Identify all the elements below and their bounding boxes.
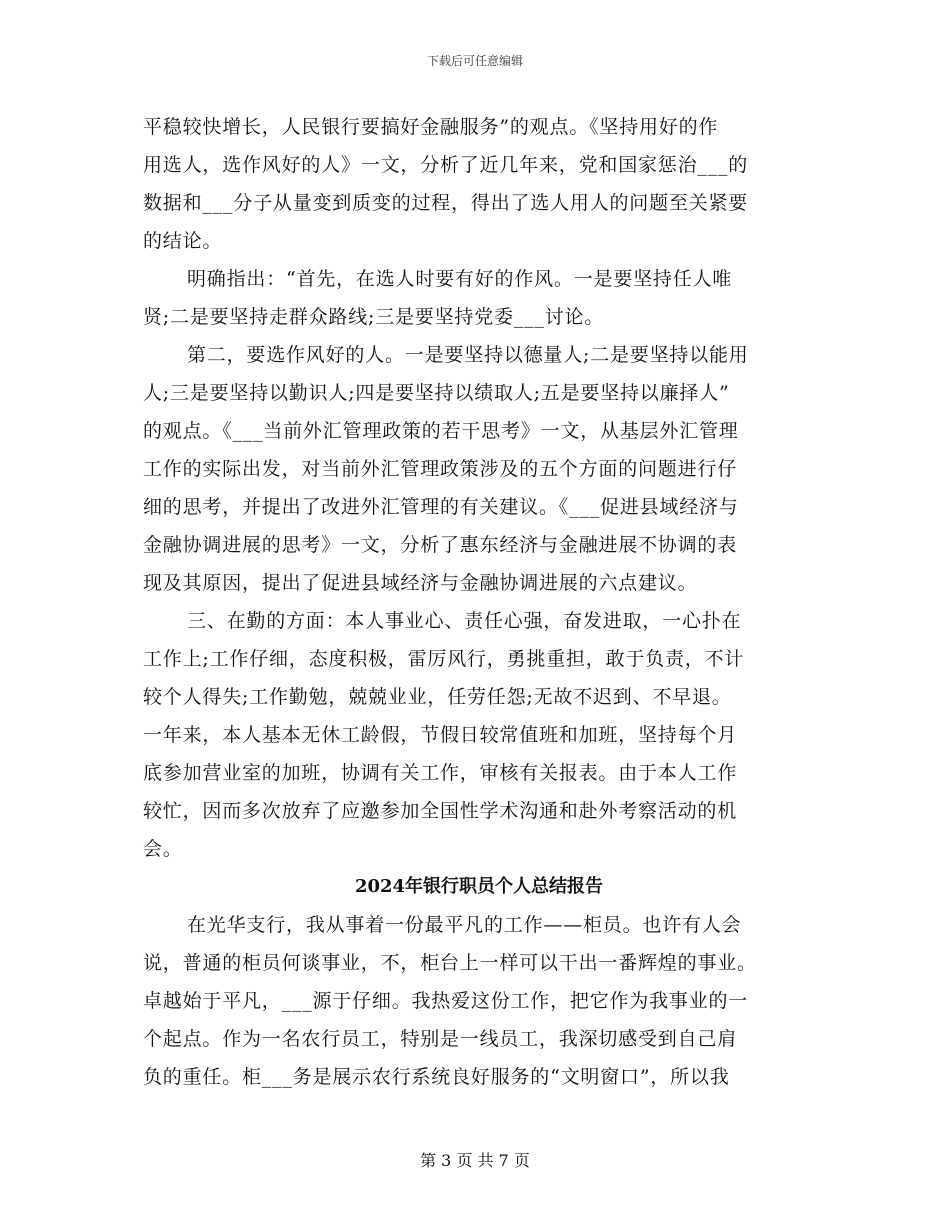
paragraph-line: 三、在勤的方面：本人事业心、责任心强，奋发进取，一心扑在 [187,610,742,632]
paragraph-line: 工作上;工作仔细，态度积极，雷厉风行，勇挑重担，敢于负责，不计 [143,648,745,670]
paragraph-line: 的结论。 [143,230,223,252]
paragraph-line: 人;三是要坚持以勤识人;四是要坚持以绩取人;五是要坚持以廉择人” [143,382,730,404]
paragraph-line: 在光华支行，我从事着一份最平凡的工作——柜员。也许有人会 [187,914,742,936]
paragraph-line: 贤;二是要坚持走群众路线;三是要坚持党委___讨论。 [143,306,605,328]
paragraph-line: 较忙，因而多次放弃了应邀参加全国性学术沟通和赴外考察活动的机 [143,800,738,822]
paragraph-line: 平稳较快增长，人民银行要搞好金融服务”的观点。《坚持用好的作 [143,116,719,138]
page-number: 第 3 页 共 7 页 [420,1151,530,1170]
paragraph-line: 较个人得失;工作勤勉，兢兢业业，任劳任怨;无故不迟到、不早退。 [143,686,732,708]
document-body [143,108,807,1096]
paragraph-line: 负的重任。柜___务是展示农行系统良好服务的“文明窗口”，所以我 [143,1066,730,1088]
paragraph-line: 用选人，选作风好的人》一文，分析了近几年来，党和国家惩治___的 [143,154,749,176]
paragraph-line: 个起点。作为一名农行员工，特别是一线员工，我深切感受到自己肩 [143,1028,738,1050]
paragraph-line: 说，普通的柜员何谈事业，不，柜台上一样可以干出一番辉煌的事业。 [143,952,757,974]
paragraph-line: 明确指出：“首先，在选人时要有好的作风。一是要坚持任人唯 [187,268,733,290]
paragraph-line: 工作的实际出发，对当前外汇管理政策涉及的五个方面的问题进行仔 [143,458,738,480]
paragraph-line: 一年来，本人基本无休工龄假，节假日较常值班和加班，坚持每个月 [143,724,738,746]
paragraph-line: 会。 [143,838,183,860]
paragraph-line: 底参加营业室的加班，协调有关工作，审核有关报表。由于本人工作 [143,762,738,784]
paragraph-line: 数据和___分子从量变到质变的过程，得出了选人用人的问题至关紧要 [143,192,749,214]
section-title: 2024年银行职员个人总结报告 [354,876,604,897]
paragraph-line: 的观点。《___当前外汇管理政策的若干思考》一文，从基层外汇管理 [143,420,739,442]
paragraph-line: 卓越始于平凡，___源于仔细。我热爱这份工作，把它作为我事业的一 [143,990,749,1012]
paragraph-line: 细的思考，并提出了改进外汇管理的有关建议。《___促进县域经济与 [143,496,739,518]
paragraph-line: 金融协调进展的思考》一文，分析了惠东经济与金融进展不协调的表 [143,534,738,556]
page-header: 下载后可任意编辑 [426,54,523,68]
paragraph-line: 现及其原因，提出了促进县域经济与金融协调进展的六点建议。 [143,572,698,594]
paragraph-line: 第二，要选作风好的人。一是要坚持以德量人;二是要坚持以能用 [187,344,749,366]
